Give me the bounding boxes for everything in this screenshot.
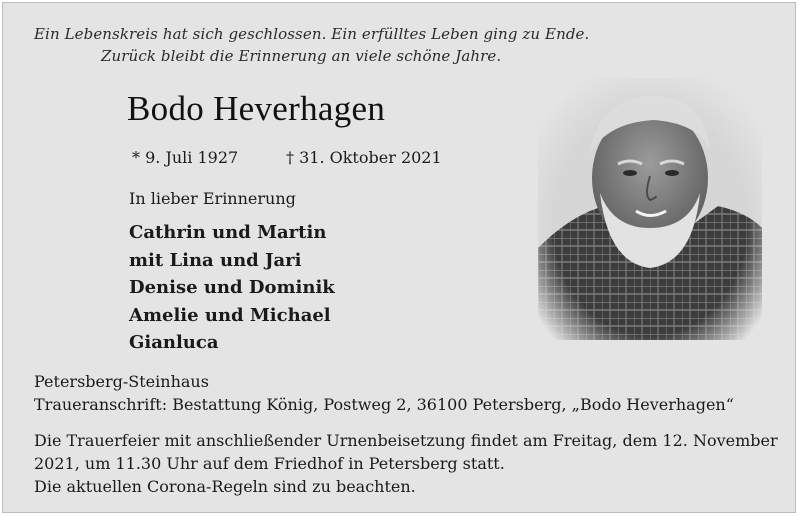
ceremony-line-1: Die Trauerfeier mit anschließender Urnenbeisetzung findet am Freitag, dem 12. November	[34, 431, 778, 450]
ceremony-line-3: Die aktuellen Corona-Regeln sind zu beachten.	[34, 477, 416, 496]
mourner-name: Amelie und Michael	[129, 304, 331, 326]
mourner-name: Cathrin und Martin	[129, 222, 327, 243]
motto-line-2: Zurück bleibt die Erinnerung an viele schöne Jahre.	[101, 47, 502, 65]
mourner-name: mit Lina und Jari	[129, 249, 302, 271]
location-text: Petersberg-Steinhaus	[34, 372, 209, 391]
obituary-card	[2, 2, 796, 513]
mourner-name: Gianluca	[129, 332, 219, 353]
ceremony-line-2: 2021, um 11.30 Uhr auf dem Friedhof in Petersberg statt.	[34, 454, 505, 473]
motto-line-1: Ein Lebenskreis hat sich geschlossen. Ein erfülltes Leben ging zu Ende.	[34, 25, 590, 43]
mourner-name: Denise und Dominik	[129, 277, 335, 298]
death-date: † 31. Oktober 2021	[286, 148, 442, 167]
portrait-photo	[538, 78, 762, 340]
mourners-list	[129, 219, 335, 357]
birth-date: * 9. Juli 1927	[132, 148, 239, 167]
deceased-name: Bodo Heverhagen	[127, 89, 386, 128]
mourning-address: Traueranschrift: Bestattung König, Postweg 2, 36100 Petersberg, „Bodo Heverhagen“	[34, 395, 734, 414]
in-memory-heading: In lieber Erinnerung	[129, 189, 296, 208]
